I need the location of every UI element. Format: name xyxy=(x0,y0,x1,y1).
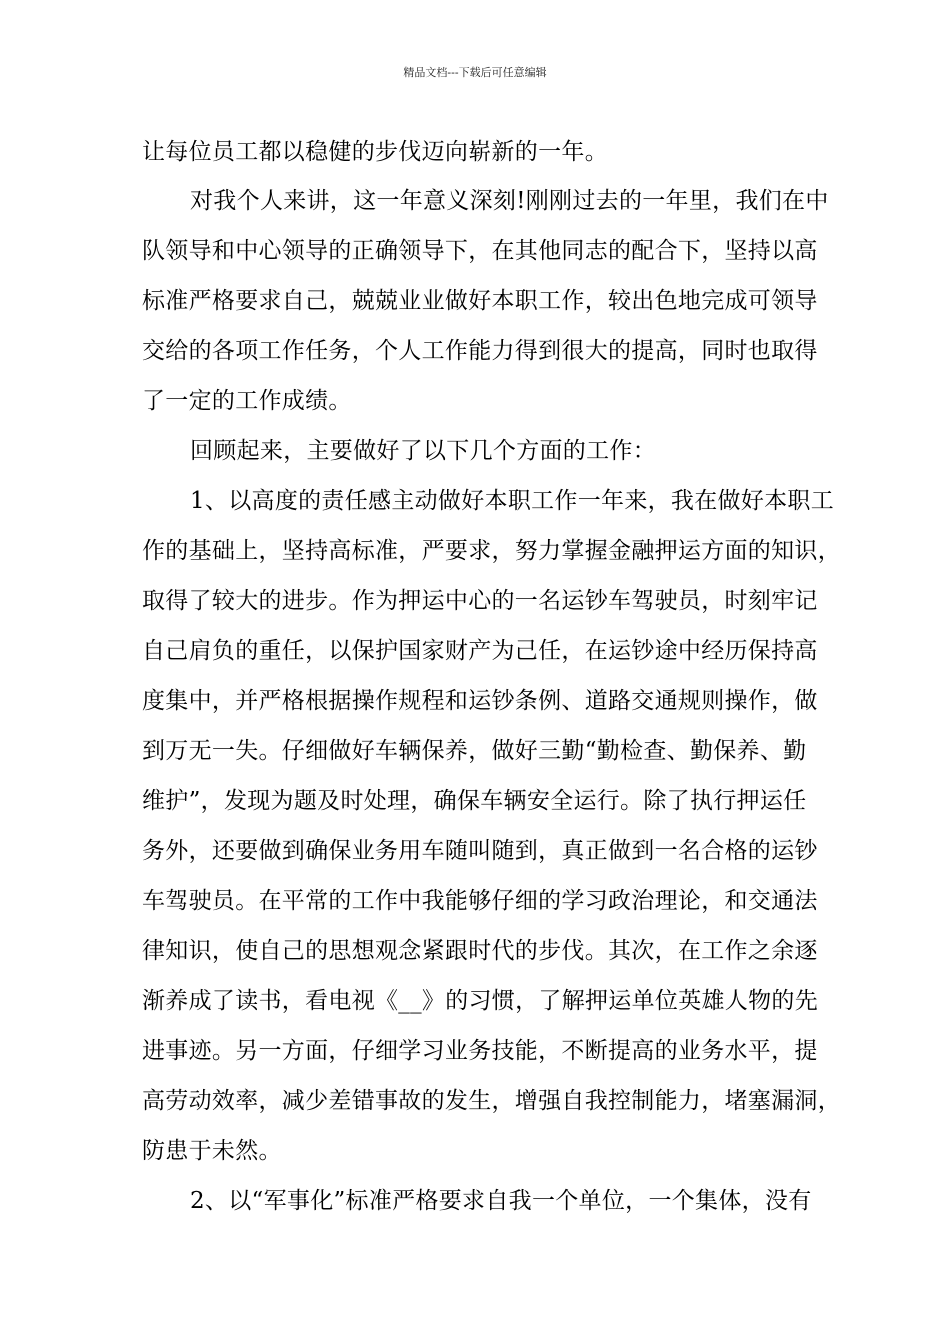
paragraph-start-line: 2、以“军事化”标准严格要求自我一个单位，一个集体，没有 xyxy=(190,1188,812,1214)
document-header: 精品文档---下载后可任意编辑 xyxy=(403,66,547,79)
text-line: 车驾驶员。在平常的工作中我能够仔细的学习政治理论，和交通法 xyxy=(142,888,818,914)
text-line: 律知识，使自己的思想观念紧跟时代的步伐。其次，在工作之余逐 xyxy=(142,938,818,964)
text-line: 务外，还要做到确保业务用车随叫随到，真正做到一名合格的运钞 xyxy=(142,838,818,864)
paragraph-start-line: 1、以高度的责任感主动做好本职工作一年来，我在做好本职工 xyxy=(190,488,835,514)
text-line: 进事迹。另一方面，仔细学习业务技能，不断提高的业务水平，提 xyxy=(142,1038,818,1064)
text-line: 防患于未然。 xyxy=(142,1138,282,1164)
paragraph-start-line: 对我个人来讲，这一年意义深刻!刚刚过去的一年里，我们在中 xyxy=(190,188,829,214)
text-line: 渐养成了读书，看电视《__》的习惯，了解押运单位英雄人物的先 xyxy=(142,988,818,1014)
text-line: 标准严格要求自己，兢兢业业做好本职工作，较出色地完成可领导 xyxy=(142,288,818,314)
text-line: 交给的各项工作任务，个人工作能力得到很大的提高，同时也取得 xyxy=(142,338,818,364)
text-line: 自己肩负的重任，以保护国家财产为己任，在运钞途中经历保持高 xyxy=(142,638,818,664)
text-line: 维护”，发现为题及时处理，确保车辆安全运行。除了执行押运任 xyxy=(142,788,807,814)
paragraph-start-line: 回顾起来，主要做好了以下几个方面的工作： xyxy=(190,438,656,464)
text-line: 让每位员工都以稳健的步伐迈向崭新的一年。 xyxy=(142,139,608,165)
text-line: 度集中，并严格根据操作规程和运钞条例、道路交通规则操作，做 xyxy=(142,688,818,714)
text-line: 队领导和中心领导的正确领导下，在其他同志的配合下，坚持以高 xyxy=(142,238,818,264)
text-line: 了一定的工作成绩。 xyxy=(142,388,352,414)
text-line: 到万无一失。仔细做好车辆保养，做好三勤“勤检查、勤保养、勤 xyxy=(142,738,807,764)
text-line: 取得了较大的进步。作为押运中心的一名运钞车驾驶员，时刻牢记 xyxy=(142,588,818,614)
text-line: 作的基础上，坚持高标准，严要求，努力掌握金融押运方面的知识， xyxy=(142,538,841,564)
text-line: 高劳动效率，减少差错事故的发生，增强自我控制能力，堵塞漏洞， xyxy=(142,1088,841,1114)
